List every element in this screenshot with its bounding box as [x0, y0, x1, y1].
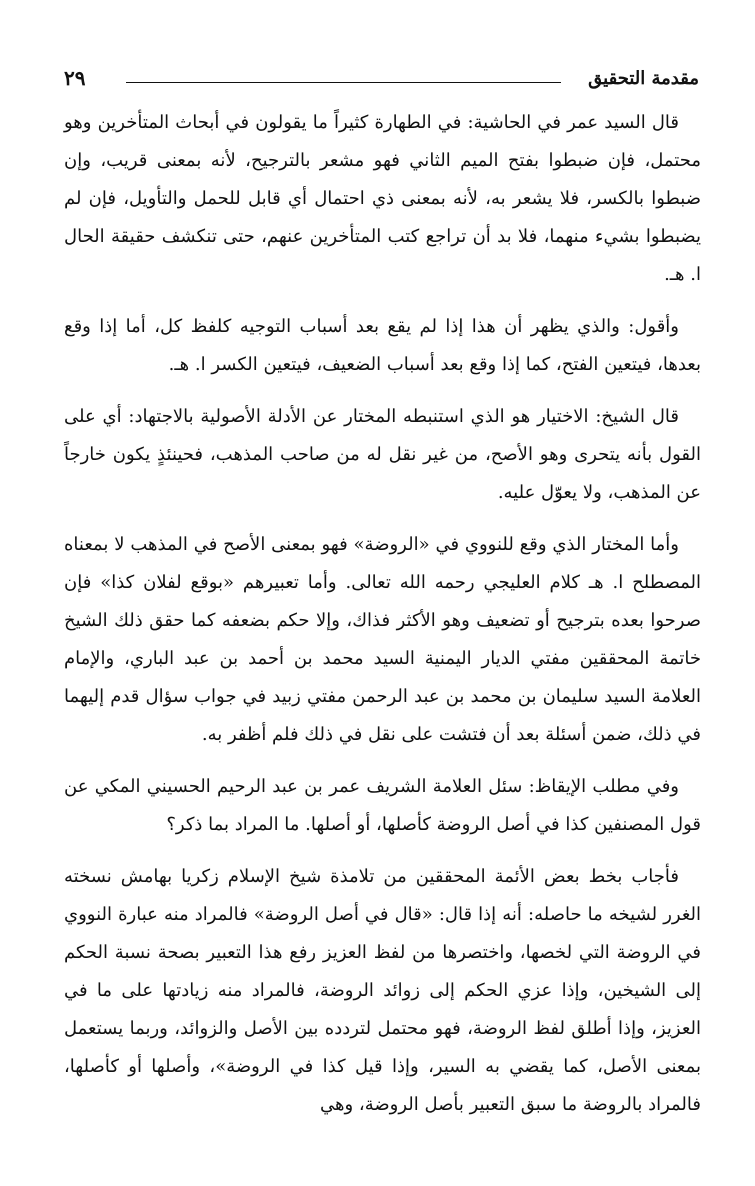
- paragraph-3: قال الشيخ: الاختيار هو الذي استنبطه المختار عن الأدلة الأصولية بالاجتهاد: أي على القول بأنه يتحرى وهو الأصح، من غير نقل له من صاحب المذهب، فحينئذٍ يكون خارجاً عن المذهب، ولا يعوّل عليه.: [64, 406, 701, 503]
- page-number: ٢٩: [64, 66, 86, 90]
- body-text: [64, 104, 701, 1124]
- paragraph-6: فأجاب بخط بعض الأئمة المحققين من تلامذة شيخ الإسلام زكريا بهامش نسخته الغرر لشيخه ما حاصله: أنه إذا قال: «قال في أصل الروضة» فالمراد منه عبارة النووي في الروضة التي لخصها، واختصرها من لفظ العزيز رفع هذا التعبير بصحة نسبة الحكم إلى الشيخين، وإذا عزي الحكم إلى زوائد الروضة، فالمراد منه زيادتها على ما في العزيز، وإذا أطلق لفظ الروضة، فهو محتمل لتردده بين الأصل والزوائد، وربما يستعمل بمعنى الأصل، كما يقضي به السير، وإذا قيل كذا في الروضة»، وأصلها أو كأصلها، فالمراد بالروضة ما سبق التعبير بأصل الروضة، وهي: [64, 866, 701, 1115]
- header-rule: [126, 82, 561, 83]
- chapter-title: مقدمة التحقيق: [588, 68, 699, 89]
- paragraph-5: وفي مطلب الإيقاظ: سئل العلامة الشريف عمر بن عبد الرحيم الحسيني المكي عن قول المصنفين كذا في أصل الروضة كأصلها، أو أصلها. ما المراد بما ذكر؟: [64, 776, 701, 835]
- running-header: [64, 62, 699, 96]
- paragraph-4: وأما المختار الذي وقع للنووي في «الروضة» فهو بمعنى الأصح في المذهب لا بمعناه المصطلح ا. هـ كلام العليجي رحمه الله تعالى. وأما تعبيرهم «بوقع لفلان كذا» فإن صرحوا بعده بترجيح أو تضعيف وهو الأكثر فذاك، وإلا حكم بضعفه كما حقق ذلك الشيخ خاتمة المحققين مفتي الديار اليمنية السيد محمد بن أحمد بن عبد الباري، والإمام العلامة السيد سليمان بن محمد بن عبد الرحمن مفتي زبيد في جواب سؤال قدم إليهما في ذلك، ضمن أسئلة بعد أن فتشت على نقل في ذلك فلم أظفر به.: [64, 534, 702, 745]
- paragraph-2: وأقول: والذي يظهر أن هذا إذا لم يقع بعد أسباب التوجيه كلفظ كل، أما إذا وقع بعدها، فيتعين الفتح، كما إذا وقع بعد أسباب الضعيف، فيتعين الكسر ا. هـ.: [64, 316, 701, 375]
- paragraph-1: قال السيد عمر في الحاشية: في الطهارة كثيراً ما يقولون في أبحاث المتأخرين وهو محتمل، فإن ضبطوا بفتح الميم الثاني فهو مشعر بالترجيح، لأنه بمعنى قريب، وإن ضبطوا بالكسر، فلا يشعر به، لأنه بمعنى ذي احتمال أي قابل للحمل والتأويل، فإن لم يضبطوا بشيء منهما، فلا بد أن تراجع كتب المتأخرين عنهم، حتى تنكشف حقيقة الحال ا. هـ.: [64, 112, 701, 285]
